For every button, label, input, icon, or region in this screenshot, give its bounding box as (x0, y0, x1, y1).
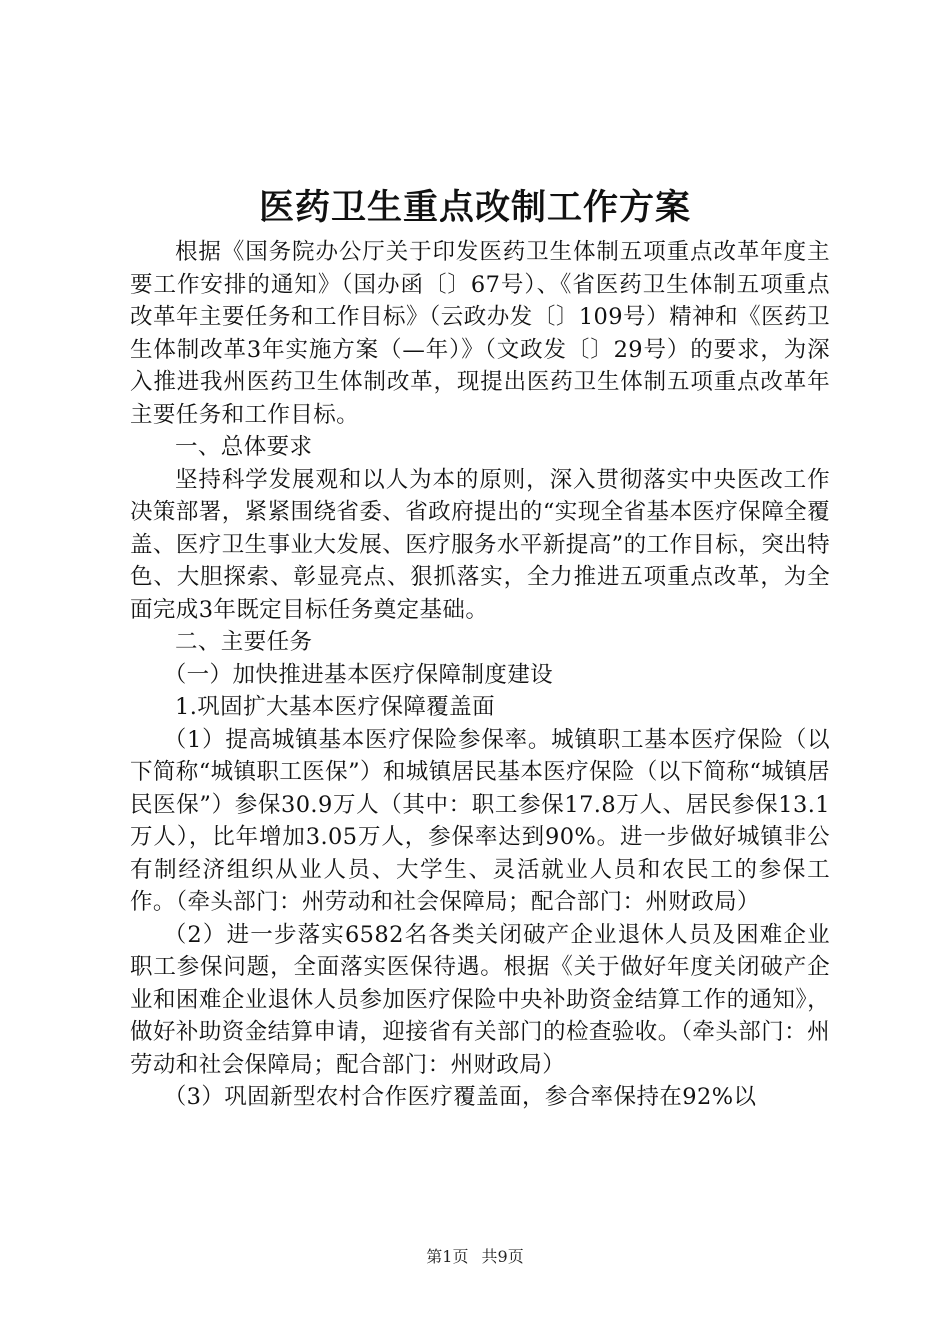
document-body (130, 236, 830, 1114)
paragraph-general-requirements: 坚持科学发展观和以人为本的原则，深入贯彻落实中央医改工作决策部署，紧紧围绕省委、省政府提出的“实现全省基本医疗保障全覆盖、医疗卫生事业大发展、医疗服务水平新提高”的工作目标，突出特色、大胆探索、彰显亮点、狠抓落实，全力推进五项重点改革，为全面完成3年既定目标任务奠定基础。 (130, 466, 830, 623)
paragraph-item-1-3: （3）巩固新型农村合作医疗覆盖面，参合率保持在92%以 (163, 1084, 757, 1110)
page-total: 共9页 (481, 1247, 524, 1266)
heading-task-one-item-1: 1.巩固扩大基本医疗保障覆盖面 (175, 694, 495, 720)
page-number: 第1页 (426, 1247, 469, 1266)
heading-general-requirements: 一、总体要求 (175, 434, 313, 460)
page-footer (0, 1245, 950, 1269)
paragraph-item-1-2: （2）进一步落实6582名各类关闭破产企业退休人员及困难企业职工参保问题，全面落实医保待遇。根据《关于做好年度关闭破产企业和困难企业退休人员参加医疗保险中央补助资金结算工作的通知》，做好补助资金结算申请，迎接省有关部门的检查验收。（牵头部门：州劳动和社会保障局；配合部门：州财政局） (130, 921, 830, 1078)
paragraph-item-1-1: （1）提高城镇基本医疗保险参保率。城镇职工基本医疗保险（以下简称“城镇职工医保”）和城镇居民基本医疗保险（以下简称“城镇居民医保”）参保30.9万人（其中：职工参保17.8万人、居民参保13.1万人），比年增加3.05万人，参保率达到90%。进一步做好城镇非公有制经济组织从业人员、大学生、灵活就业人员和农民工的参保工作。（牵头部门：州劳动和社会保障局；配合部门：州财政局） (130, 726, 830, 915)
page-title: 医药卫生重点改制工作方案 (258, 187, 691, 228)
paragraph-intro: 根据《国务院办公厅关于印发医药卫生体制五项重点改革年度主要工作安排的通知》（国办函〔〕67号）、《省医药卫生体制五项重点改革年主要任务和工作目标》（云政办发〔〕109号）精神和《医药卫生体制改革3年实施方案（—年）》（文政发〔〕29号）的要求，为深入推进我州医药卫生体制改革，现提出医药卫生体制五项重点改革年主要任务和工作目标。 (130, 239, 830, 428)
heading-main-tasks: 二、主要任务 (175, 629, 313, 655)
heading-task-one: （一）加快推进基本医疗保障制度建设 (163, 661, 554, 688)
